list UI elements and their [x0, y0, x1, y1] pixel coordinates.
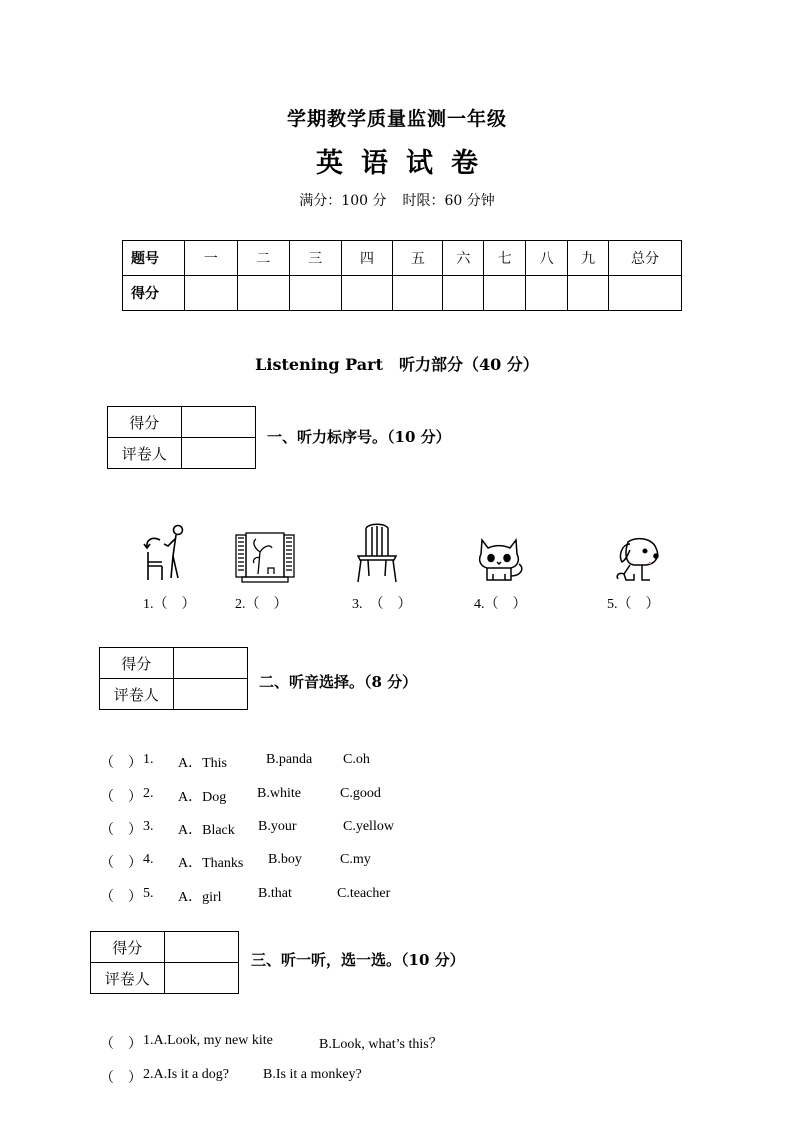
- grade-box-score-cell[interactable]: [164, 932, 238, 963]
- time-limit: 时限：60 分钟: [402, 193, 495, 209]
- section-2-title: 二、听音选择。（8 分）: [259, 673, 418, 691]
- score-cell[interactable]: [393, 276, 443, 311]
- column-header-total: 总分: [609, 241, 682, 276]
- section-3-title: 三、听一听，选一选。（10 分）: [251, 951, 465, 969]
- column-header: 七: [484, 241, 526, 276]
- exam-subject-title: 英 语 试 卷: [316, 148, 478, 179]
- grade-box-score-label: 得分: [108, 407, 182, 438]
- grade-box-score-cell[interactable]: [173, 648, 247, 679]
- row-label-score: 得分: [123, 276, 185, 311]
- column-header: 二: [237, 241, 289, 276]
- grade-box-1: [107, 406, 256, 469]
- table-row: [123, 241, 682, 276]
- score-summary-table: [122, 240, 682, 311]
- grade-box-grader-cell[interactable]: [173, 679, 247, 710]
- exam-series-title: 学期教学质量监测一年级: [286, 108, 507, 130]
- column-header: 三: [289, 241, 341, 276]
- grade-box-2: [99, 647, 248, 710]
- grade-box-score-cell[interactable]: [181, 407, 255, 438]
- listening-part-heading: Listening Part 听力部分（40 分）: [255, 355, 539, 374]
- grade-box-grader-cell[interactable]: [164, 963, 238, 994]
- grade-box-score-label: 得分: [91, 932, 165, 963]
- score-cell[interactable]: [237, 276, 289, 311]
- exam-info: [0, 190, 794, 210]
- picture-2-label: 2.（ ）: [235, 597, 288, 612]
- sit-down-icon: [140, 522, 192, 584]
- grade-box-grader-cell[interactable]: [181, 438, 255, 469]
- score-cell[interactable]: [289, 276, 341, 311]
- window-icon: [234, 530, 296, 584]
- picture-5-label: 5.（ ）: [607, 597, 660, 612]
- list-item: （ ） 5. A．girl B.that C.teacher: [100, 886, 391, 905]
- score-cell[interactable]: [484, 276, 526, 311]
- dog-icon: [612, 534, 666, 584]
- section-1-title: 一、听力标序号。（10 分）: [267, 428, 451, 446]
- column-header: 六: [443, 241, 484, 276]
- picture-3-label: 3. （ ）: [352, 597, 412, 612]
- column-header: 一: [184, 241, 237, 276]
- grade-box-score-label: 得分: [100, 648, 174, 679]
- chair-icon: [354, 522, 400, 584]
- score-cell[interactable]: [443, 276, 484, 311]
- grade-box-grader-label: 评卷人: [100, 679, 174, 710]
- picture-4-label: 4.（ ）: [474, 597, 527, 612]
- picture-1-label: 1.（ ）: [143, 597, 196, 612]
- score-cell[interactable]: [341, 276, 393, 311]
- grade-box-grader-label: 评卷人: [91, 963, 165, 994]
- list-item: （ ） 2. A．Dog B.white C.good: [100, 786, 381, 805]
- score-cell[interactable]: [568, 276, 609, 311]
- column-header: 四: [341, 241, 393, 276]
- column-header: 八: [526, 241, 568, 276]
- list-item: （ ） 1.A.Look, my new kite B.Look, what’s this？: [100, 1033, 443, 1052]
- column-header: 五: [393, 241, 443, 276]
- list-item: （ ） 3. A．Black B.your C.yellow: [100, 819, 394, 838]
- list-item: （ ） 2.A.Is it a dog? B.Is it a monkey?: [100, 1067, 362, 1086]
- grade-box-3: [90, 931, 239, 994]
- table-row: [123, 276, 682, 311]
- row-label-question-number: 题号: [123, 241, 185, 276]
- score-cell[interactable]: [526, 276, 568, 311]
- list-item: （ ） 1. A．This B.panda C.oh: [100, 752, 370, 771]
- score-cell[interactable]: [184, 276, 237, 311]
- column-header: 九: [568, 241, 609, 276]
- score-cell-total[interactable]: [609, 276, 682, 311]
- full-marks: 满分：100 分: [299, 193, 387, 209]
- list-item: （ ） 4. A．Thanks B.boy C.my: [100, 852, 371, 871]
- grade-box-grader-label: 评卷人: [108, 438, 182, 469]
- cat-icon: [473, 534, 529, 584]
